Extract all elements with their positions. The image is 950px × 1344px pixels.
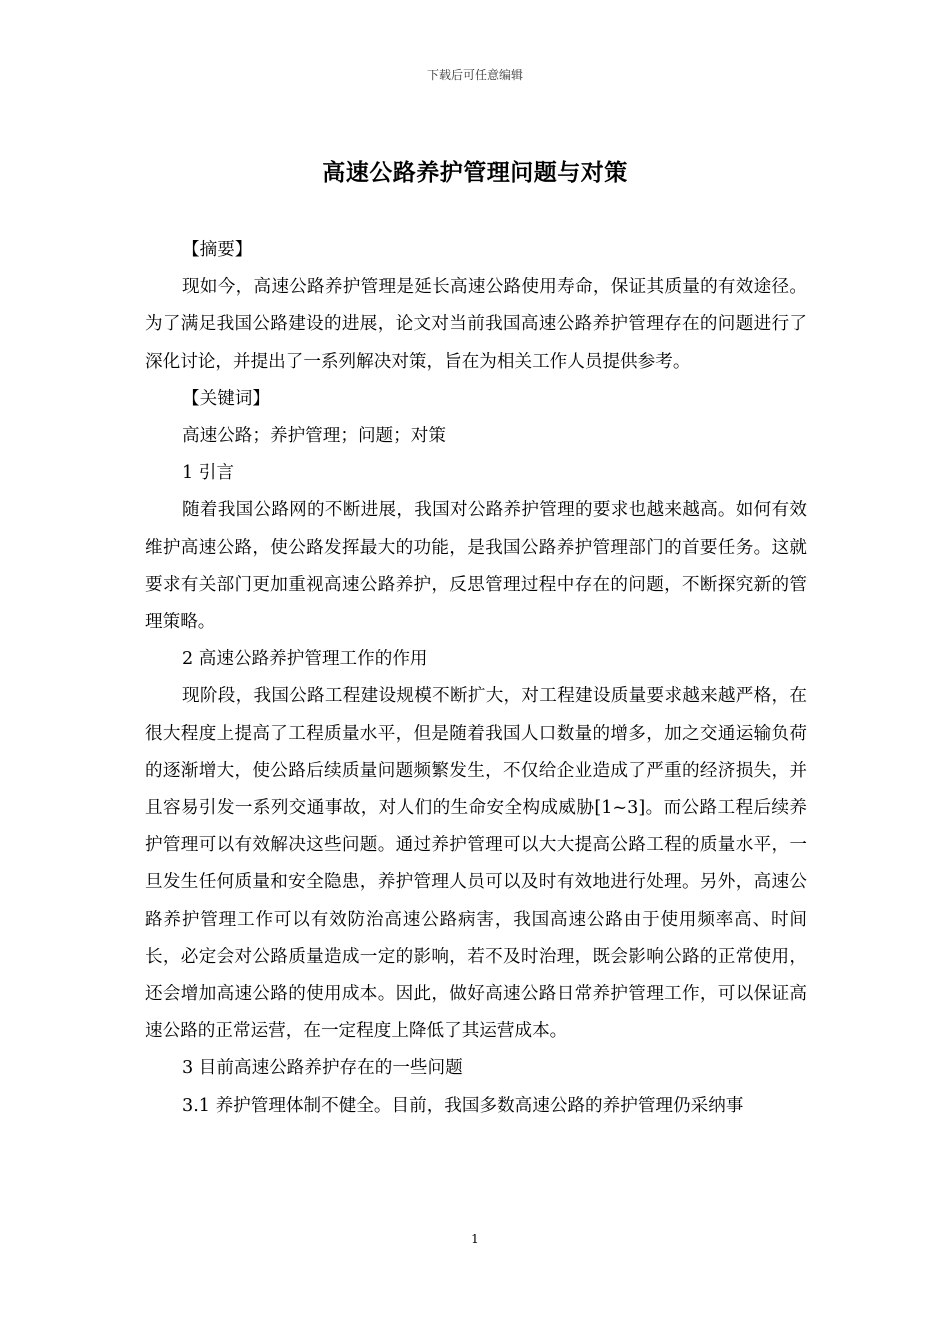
section-1-paragraph: 随着我国公路网的不断进展，我国对公路养护管理的要求也越来越高。如何有效维护高速公路，使公路发挥最大的功能，是我国公路养护管理部门的首要任务。这就要求有关部门更加重视高速公路养护，反思管理过程中存在的问题，不断探究新的管理策略。	[145, 500, 807, 633]
header-note: 下载后可任意编辑	[426, 68, 523, 82]
document-body	[145, 232, 807, 1125]
section-1-heading: 1 引言	[182, 463, 234, 484]
section-3-heading: 3 目前高速公路养护存在的一些问题	[182, 1058, 463, 1079]
keywords-heading: 【关键词】	[182, 388, 270, 409]
abstract-paragraph: 现如今，高速公路养护管理是延长高速公路使用寿命，保证其质量的有效途径。为了满足我国公路建设的进展，论文对当前我国高速公路养护管理存在的问题进行了深化讨论，并提出了一系列解决对策，旨在为相关工作人员提供参考。	[145, 277, 807, 372]
abstract-heading: 【摘要】	[182, 240, 253, 260]
section-2-paragraph: 现阶段，我国公路工程建设规模不断扩大，对工程建设质量要求越来越严格，在很大程度上提高了工程质量水平，但是随着我国人口数量的增多，加之交通运输负荷的逐渐增大，使公路后续质量问题频繁发生，不仅给企业造成了严重的经济损失，并且容易引发一系列交通事故，对人们的生命安全构成威胁[1~3]。而公路工程后续养护管理可以有效解决这些问题。通过养护管理可以大大提高公路工程的质量水平，一旦发生任何质量和安全隐患，养护管理人员可以及时有效地进行处理。另外，高速公路养护管理工作可以有效防治高速公路病害，我国高速公路由于使用频率高、时间长，必定会对公路质量造成一定的影响，若不及时治理，既会影响公路的正常使用，还会增加高速公路的使用成本。因此，做好高速公路日常养护管理工作，可以保证高速公路的正常运营，在一定程度上降低了其运营成本。	[145, 686, 807, 1042]
section-3-1-paragraph: 3.1 养护管理体制不健全。目前，我国多数高速公路的养护管理仍采纳事	[182, 1095, 744, 1116]
section-2-heading: 2 高速公路养护管理工作的作用	[182, 649, 428, 670]
page-number: 1	[471, 1232, 479, 1246]
keywords-paragraph: 高速公路；养护管理；问题；对策	[182, 426, 446, 447]
document-title: 高速公路养护管理问题与对策	[322, 159, 628, 186]
